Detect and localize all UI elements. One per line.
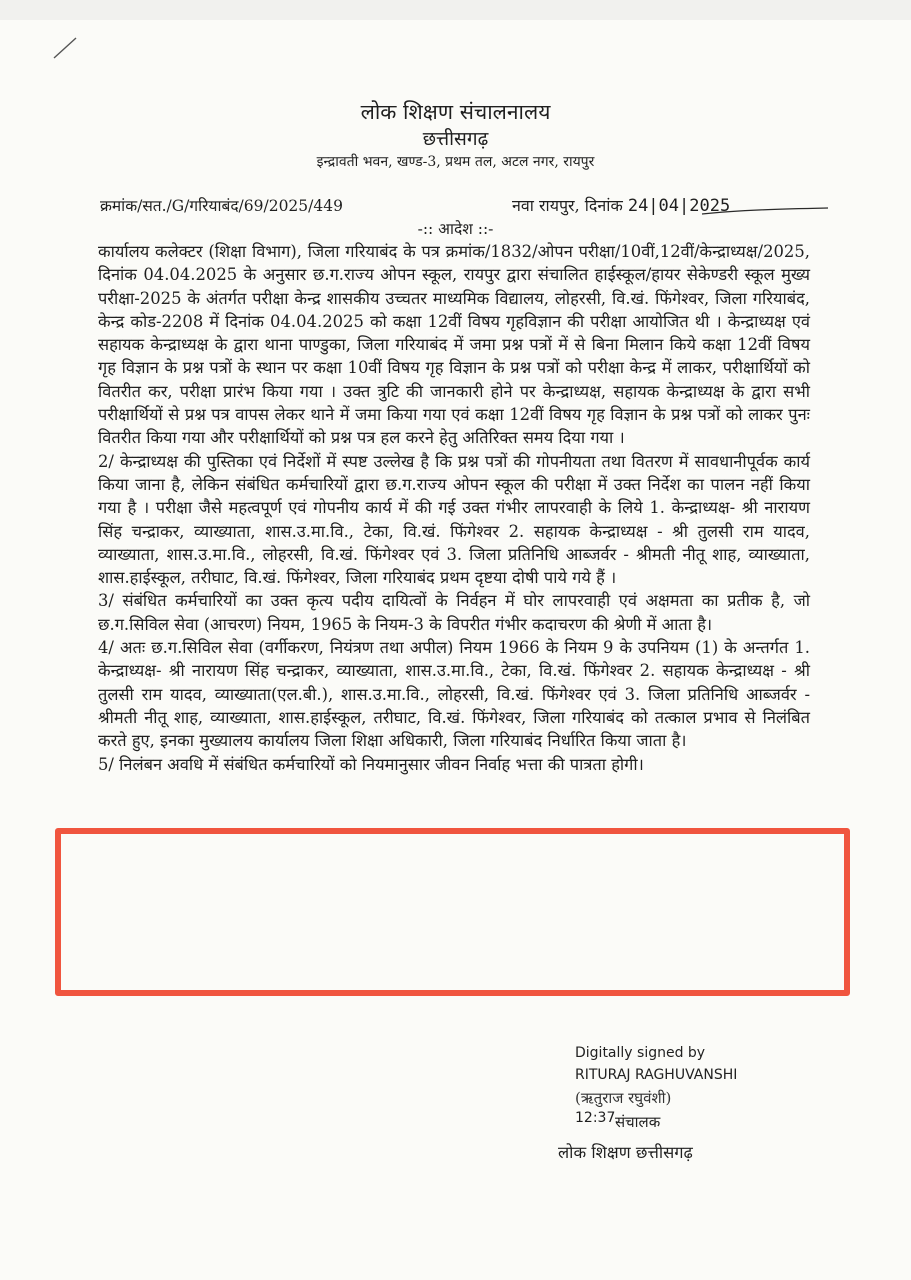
signer-designation: संचालक [615, 1113, 661, 1131]
office-address: इन्द्रावती भवन, खण्ड-3, प्रथम तल, अटल नगर, रायपुर [316, 154, 595, 170]
digital-signer-name: RITURAJ RAGHUVANSHI [575, 1067, 738, 1083]
highlight-box [55, 828, 850, 996]
paragraph-4: 4/ अतः छ.ग.सिविल सेवा (वर्गीकरण, नियंत्रण तथा अपील) नियम 1966 के नियम 9 के उपनियम (1) के अन्तर्गत 1. केन्द्राध्यक्ष- श्री नारायण सिंह चन्द्राकर, व्याख्याता, शास.उ.मा.वि., टेका, वि.खं. फिंगेश्वर 2. सहायक केन्द्राध्यक्ष - श्री तुलसी राम यादव, व्याख्याता(एल.बी.), शास.उ.मा.वि., लोहरसी, वि.खं. फिंगेश्वर एवं 3. जिला प्रतिनिधि आब्जर्वर - श्रीमती नीतू शाह, व्याख्याता, शास.हाईस्कूल, तरीघाट, वि.खं. फिंगेश्वर, जिला गरियाबंद को तत्काल प्रभाव से निलंबित करते हुए, इनका मुख्यालय कार्यालय जिला शिक्षा अधिकारी, जिला गरियाबंद निर्धारित किया जाता है। [98, 638, 810, 751]
paragraph-1: कार्यालय कलेक्टर (शिक्षा विभाग), जिला गरियाबंद के पत्र क्रमांक/1832/ओपन परीक्षा/10वीं,12वीं/केन्द्राध्यक्ष/2025, दिनांक 04.04.2025 के अनुसार छ.ग.राज्य ओपन स्कूल, रायपुर द्वारा संचालित हाईस्कूल/हायर सेकेण्डरी स्कूल मुख्य परीक्षा-2025 के अंतर्गत परीक्षा केन्द्र शासकीय उच्चतर माध्यमिक विद्यालय, लोहरसी, वि.खं. फिंगेश्वर, जिला गरियाबंद, केन्द्र कोड-2208 में दिनांक 04.04.2025 को कक्षा 12वीं विषय गृहविज्ञान की परीक्षा आयोजित थी । केन्द्राध्यक्ष एवं सहायक केन्द्राध्यक्ष के द्वारा थाना पाण्डुका, जिला गरियाबंद में जमा प्रश्न पत्रों में से बिना मिलान किये कक्षा 12वीं विषय गृह विज्ञान के प्रश्न पत्रों के स्थान पर कक्षा 10वीं विषय गृह विज्ञान के प्रश्न पत्रों को परीक्षा केन्द्र में लाकर, परीक्षार्थियों को वितरीत कर, परीक्षा प्रारंभ किया गया । उक्त त्रुटि की जानकारी होने पर केन्द्राध्यक्ष, सहायक केन्द्राध्यक्ष के द्वारा सभी परीक्षार्थियों से प्रश्न पत्र वापस लेकर थाने में जमा किया गया एवं कक्षा 12वीं विषय गृह विज्ञान के प्रश्न पत्रों को लाकर पुनः वितरीत किया गया और परीक्षार्थियों को प्रश्न पत्र हल करने हेतु अतिरिक्त समय दिया गया । [98, 242, 810, 448]
pen-mark-icon [50, 36, 80, 60]
paragraph-5: 5/ निलंबन अवधि में संबंधित कर्मचारियों को नियमानुसार जीवन निर्वाह भत्ता की पात्रता होगी। [98, 754, 644, 774]
office-heading: लोक शिक्षण संचालनालय [360, 100, 551, 124]
digital-signature [575, 1042, 737, 1086]
order-body [98, 240, 810, 776]
paragraph-2: 2/ केन्द्राध्यक्ष की पुस्तिका एवं निर्देशों में स्पष्ट उल्लेख है कि प्रश्न पत्रों की गोपनीयता तथा वितरण में सावधानीपूर्वक कार्य किया जाना है, लेकिन संबंधित कर्मचारियों द्वारा छ.ग.राज्य ओपन स्कूल की परीक्षा में उक्त निर्देश का पालन नहीं किया गया है । परीक्षा जैसे महत्वपूर्ण एवं गोपनीय कार्य में की गई उक्त गंभीर लापरवाही के लिये 1. केन्द्राध्यक्ष- श्री नारायण सिंह चन्द्राकर, व्याख्याता, शास.उ.मा.वि., टेका, वि.खं. फिंगेश्वर 2. सहायक केन्द्राध्यक्ष - श्री तुलसी राम यादव, व्याख्याता, शास.उ.मा.वि., लोहरसी, वि.खं. फिंगेश्वर एवं 3. जिला प्रतिनिधि आब्जर्वर - श्रीमती नीतू शाह, व्याख्याता, शास.हाईस्कूल, तरीघाट, वि.खं. फिंगेश्वर, जिला गरियाबंद प्रथम दृष्टया दोषी पाये गये हैं । [98, 451, 810, 588]
digital-signed-by: Digitally signed by [575, 1045, 706, 1061]
reference-number: क्रमांक/सत./G/गरियाबंद/69/2025/449 [100, 197, 343, 215]
scan-top-band [0, 0, 911, 20]
paragraph-3: 3/ संबंधित कर्मचारियों का उक्त कृत्य पदीय दायित्वों के निर्वहन में घोर लापरवाही एवं अक्षमता का प्रतीक है, जो छ.ग.सिविल सेवा (आचरण) नियम, 1965 के नियम-3 के विपरीत गंभीर कदाचरण की श्रेणी में आता है। [98, 591, 810, 634]
handwritten-date: 24|04|2025 [627, 196, 731, 216]
order-title: -:: आदेश ::- [417, 220, 494, 238]
signature-time: 12:37 [575, 1110, 616, 1126]
signer-name-hindi: (ऋतुराज रघुवंशी) [575, 1089, 672, 1107]
place-date [512, 194, 730, 216]
place-date-label: नवा रायपुर, दिनांक [512, 196, 623, 215]
signer-office: लोक शिक्षण छत्तीसगढ़ [558, 1143, 693, 1162]
state-heading: छत्तीसगढ़ [422, 128, 489, 150]
